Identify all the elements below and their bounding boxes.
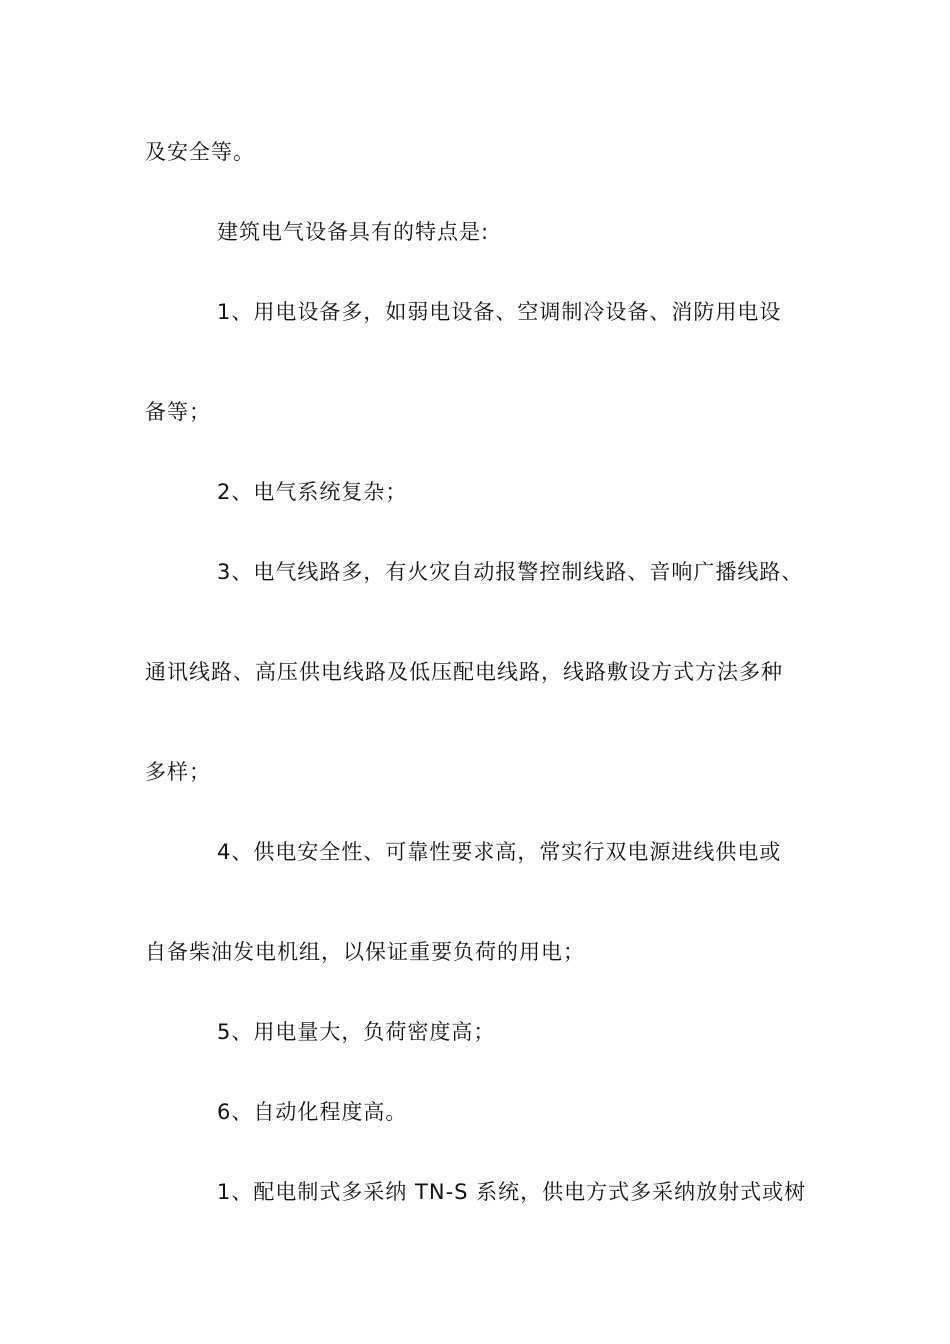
text-line-item-6: 6、自动化程度高。: [217, 1100, 408, 1124]
text-line-item-2: 2、电气系统复杂；: [217, 480, 408, 504]
text-line-item-3-cont-2: 多样；: [145, 760, 211, 784]
text-line-heading: 建筑电气设备具有的特点是:: [217, 220, 490, 244]
text-line-item-5: 5、用电量大，负荷密度高；: [217, 1020, 496, 1044]
text-line-subitem-1: 1、配电制式多采纳 TN-S 系统，供电方式多采纳放射式或树: [217, 1180, 807, 1204]
text-line-item-1: 1、用电设备多，如弱电设备、空调制冷设备、消防用电设: [217, 300, 782, 324]
text-line-continuation: 及安全等。: [145, 140, 255, 164]
text-line-item-3-cont: 通讯线路、高压供电线路及低压配电线路，线路敷设方式方法多种: [145, 660, 783, 684]
text-line-item-4: 4、供电安全性、可靠性要求高，常实行双电源进线供电或: [217, 840, 782, 864]
text-line-item-3: 3、电气线路多，有火灾自动报警控制线路、音响广播线路、: [217, 560, 804, 584]
text-line-item-1-cont: 备等；: [145, 400, 211, 424]
text-line-item-4-cont: 自备柴油发电机组，以保证重要负荷的用电；: [145, 940, 585, 964]
